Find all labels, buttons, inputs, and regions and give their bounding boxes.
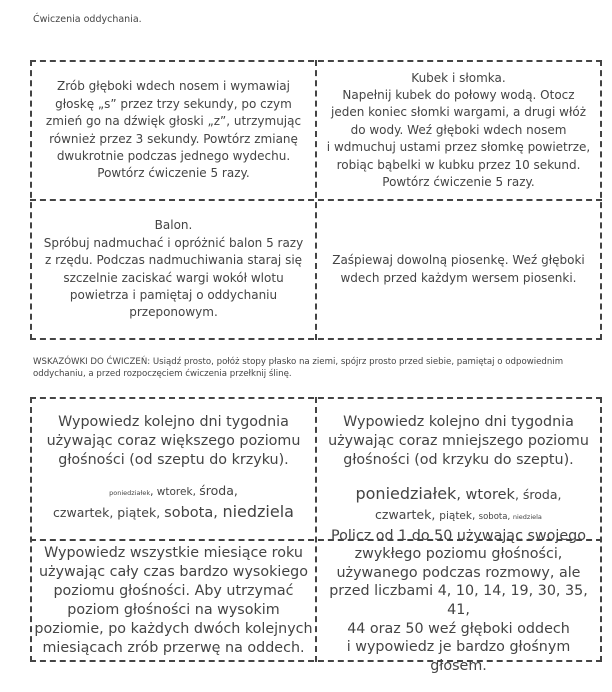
weekday: sobota [478, 512, 508, 523]
weekday: wtorek [156, 485, 193, 498]
weekday-scale: poniedziałek, wtorek, środa, czwartek, piątek, sobota, niedziela [355, 483, 562, 523]
card-line: Balon. [154, 218, 193, 233]
card-line: głosem. [430, 657, 487, 674]
card-line: Zaśpiewaj dowolną piosenkę. Weź głęboki [332, 253, 585, 268]
card-line: robiąc bąbelki w kubku przez 10 sekund. [336, 157, 581, 172]
weekday: środa [522, 486, 558, 502]
weekday: wtorek [465, 486, 515, 503]
card-line: do wody. Weź głęboki wdech nosem [350, 122, 567, 137]
card-line: głośności (od szeptu do krzyku). [58, 451, 289, 468]
card-line: powietrza i pamiętaj o oddychaniu [69, 287, 278, 302]
voice-card-decreasing [317, 399, 600, 539]
card-line: również przez 3 sekundy. Powtórz zmianę [49, 131, 298, 146]
card-line: jeden koniec słomki wargami, a drugi włóż [331, 105, 586, 120]
card-line: Zrób głęboki wdech nosem i wymawiaj [57, 79, 290, 94]
card-line: szczelnie zaciskać wargi wokół wlotu [63, 270, 284, 285]
card-line: wdech przed każdym wersem piosenki. [340, 270, 577, 285]
card-line: używanego podczas rozmowy, ale [336, 564, 581, 581]
card-line: głoskę „s” przez trzy sekundy, po czym [55, 96, 292, 111]
weekday: środa [199, 482, 234, 498]
card-line: przeponowym. [129, 305, 218, 320]
card-line: używając coraz większego poziomu [46, 432, 301, 449]
card-line: poziom głośności na wysokim [67, 602, 280, 618]
card-line: Wypowiedz kolejno dni tygodnia [343, 413, 574, 430]
weekday: czwartek [375, 507, 432, 523]
card-line: poziomu głośności. Aby utrzymać [53, 583, 294, 600]
weekday: piątek [439, 510, 472, 523]
card-line: i wdmuchuj ustami przez słomkę powietrze, [326, 140, 591, 155]
card-line: Kubek i słomka. [411, 70, 506, 85]
card-line: i wypowiedz je bardzo głośnym [346, 639, 571, 656]
page-title: Ćwiczenia oddychania. [33, 14, 142, 25]
voice-card-months [32, 541, 315, 661]
voice-card-increasing [32, 399, 315, 539]
weekday: piątek [117, 505, 157, 521]
weekday: czwartek [53, 505, 110, 521]
card-line: Policz od 1 do 50 używając swojego [331, 527, 586, 544]
card-line: dwukrotnie podczas jednego wydechu. [56, 148, 291, 163]
card-line: Spróbuj nadmuchać i opróżnić balon 5 razy [43, 235, 304, 250]
weekday: poniedziałek [109, 488, 151, 497]
card-line: głośności (od krzyku do szeptu). [343, 451, 574, 468]
card-line: poziomie, po każdych dwóch kolejnych [34, 620, 313, 637]
card-line: Wypowiedz kolejno dni tygodnia [58, 413, 289, 430]
voice-card-counting [317, 527, 600, 674]
weekday: poniedziałek [355, 483, 457, 503]
card-line: zwykłego poziomu głośności, [354, 546, 563, 563]
card-line: Powtórz ćwiczenie 5 razy. [97, 166, 250, 181]
breathing-card [317, 201, 600, 338]
breathing-card [32, 201, 315, 338]
weekday: niedziela [512, 513, 542, 522]
card-line: Powtórz ćwiczenie 5 razy. [382, 174, 535, 189]
card-line: z rzędu. Podczas nadmuchiwania staraj się [44, 253, 303, 268]
card-line: przed liczbami 4, 10, 14, 19, 30, 35, 41, [329, 583, 588, 618]
weekday-scale: poniedziałek, wtorek, środa, czwartek, piątek, sobota, niedziela [53, 482, 294, 522]
card-line: 44 oraz 50 weź głęboki oddech [347, 620, 570, 637]
card-line: używając coraz mniejszego poziomu [328, 432, 589, 449]
card-line: Wypowiedz wszystkie miesiące roku [44, 545, 303, 562]
card-line: używając cały czas bardzo wysokiego [39, 564, 308, 581]
breathing-card [32, 62, 315, 199]
card-line: miesiącach zrób przerwę na oddech. [42, 639, 305, 656]
weekday: sobota [164, 505, 214, 522]
breathing-card [317, 62, 600, 199]
card-line: zmień go na dźwięk głoski „z”, utrzymując [45, 114, 302, 129]
exercise-tips: WSKAZÓWKI DO ĆWICZEŃ: Usiądź prosto, połóż stopy płasko na ziemi, spójrz prosto przed siebie, pamiętaj o odpowiednim oddychaniu, a przed rozpoczęciem ćwiczenia przełknij ślinę. [33, 357, 564, 380]
weekday: niedziela [222, 502, 294, 522]
card-line: Napełnij kubek do połowy wodą. Otocz [342, 88, 575, 103]
